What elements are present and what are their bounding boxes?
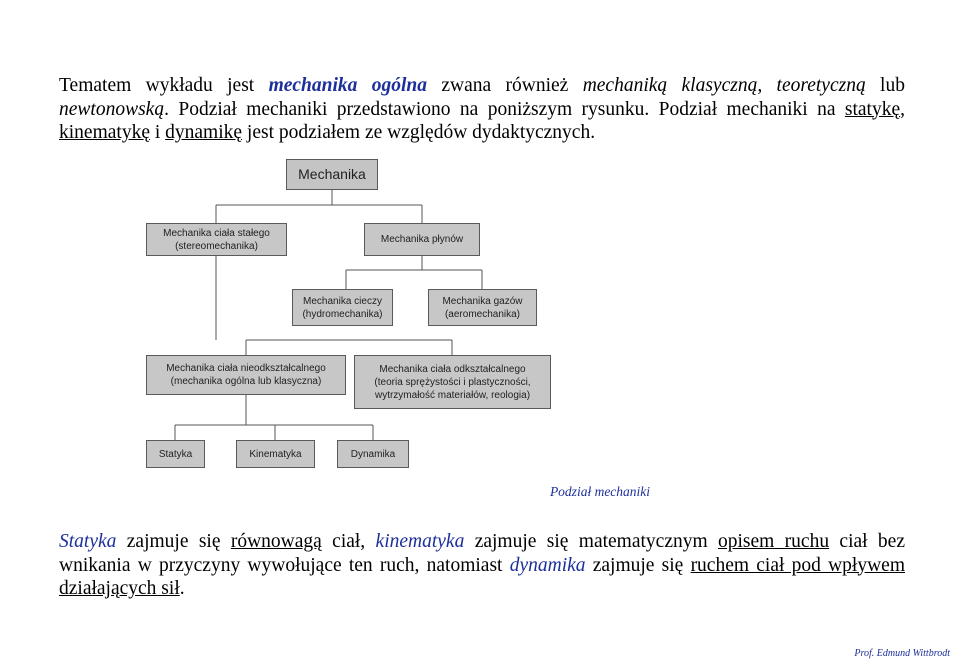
figure-caption: Podział mechaniki <box>549 484 651 499</box>
node-rigid-line-2: (mechanika ogólna lub klasyczna) <box>170 376 322 387</box>
node-deformable-line-3: wytrzymałość materiałów, reologia) <box>374 389 531 401</box>
term-general-mechanics: mechanika ogólna <box>268 75 428 96</box>
intro-text-6: i <box>149 122 166 143</box>
node-solid-line-2: (stereomechanika) <box>175 240 258 252</box>
node-liquid-line-1: Mechanika cieczy <box>303 295 382 307</box>
outro-text-6: . <box>179 578 185 599</box>
node-dynamics-label: Dynamika <box>350 448 396 460</box>
node-solid-line-1: Mechanika ciała stałego <box>163 227 270 239</box>
term-motion-description: opisem ruchu <box>718 531 830 552</box>
node-gas-line-2: (aeromechanika) <box>444 308 521 320</box>
node-gas-line-1: Mechanika gazów <box>442 295 523 307</box>
term-newtonian: newtonowską <box>59 98 165 120</box>
outro-text-5: zajmuje się <box>585 554 691 576</box>
node-statics-label: Statyka <box>158 448 193 460</box>
term-kinematics-def: kinematyka <box>375 531 465 552</box>
outro-text-3: zajmuje się matematycznym <box>464 531 718 552</box>
node-fluid-mechanics <box>364 223 480 256</box>
node-deformable-line-2: (teoria sprężystości i plastyczności, <box>374 376 531 388</box>
intro-text-7: jest podziałem ze względów dydaktycznych. <box>242 122 596 143</box>
outro-text-4: ciał bez wnikania w przyczyny wywołujące ten ruch, natomiast <box>59 531 905 576</box>
term-statics: statykę <box>844 98 901 120</box>
term-kinematics: kinematykę <box>59 122 150 143</box>
node-kinematics-label: Kinematyka <box>249 448 302 460</box>
term-classical-mechanics: mechaniką klasyczną, teoretyczną <box>582 75 866 96</box>
intro-text-3: lub <box>865 75 905 96</box>
node-mechanics <box>286 159 378 190</box>
node-gas-mechanics <box>428 289 537 326</box>
node-liquid-line-2: (hydromechanika) <box>302 308 383 320</box>
intro-text-1: Tematem wykładu jest <box>59 75 269 96</box>
outro-text-2: ciał, <box>321 531 376 552</box>
term-dynamics: dynamikę <box>165 122 243 143</box>
outro-paragraph <box>59 530 905 601</box>
node-dynamics <box>337 440 409 468</box>
term-dynamics-def: dynamika <box>509 554 586 576</box>
term-equilibrium: równowagą <box>230 531 322 552</box>
author-footer: Prof. Edmund Wittbrodt <box>854 648 950 659</box>
node-mechanics-label: Mechanika <box>298 166 366 182</box>
outro-text-1: zajmuje się <box>116 531 231 552</box>
node-deformable-line-1: Mechanika ciała odkształcalnego <box>379 363 526 375</box>
node-rigid-line-1: Mechanika ciała nieodkształcalnego <box>166 363 326 374</box>
term-motion-under-forces: ruchem ciał pod wpływem działających sił <box>59 554 905 599</box>
node-kinematics <box>236 440 315 468</box>
term-statics-def: Statyka <box>59 531 117 552</box>
intro-text-4: . Podział mechaniki przedstawiono na poniższym rysunku. Podział mechaniki na <box>164 98 845 120</box>
node-deformable-body-mechanics <box>354 355 551 409</box>
node-rigid-body-mechanics <box>146 355 346 395</box>
intro-text-5: , <box>900 98 905 120</box>
node-solid-mechanics <box>146 223 287 256</box>
intro-text-2: zwana również <box>427 75 583 96</box>
node-statics <box>146 440 205 468</box>
node-liquid-mechanics <box>292 289 393 326</box>
node-fluid-line-1: Mechanika płynów <box>380 234 464 245</box>
